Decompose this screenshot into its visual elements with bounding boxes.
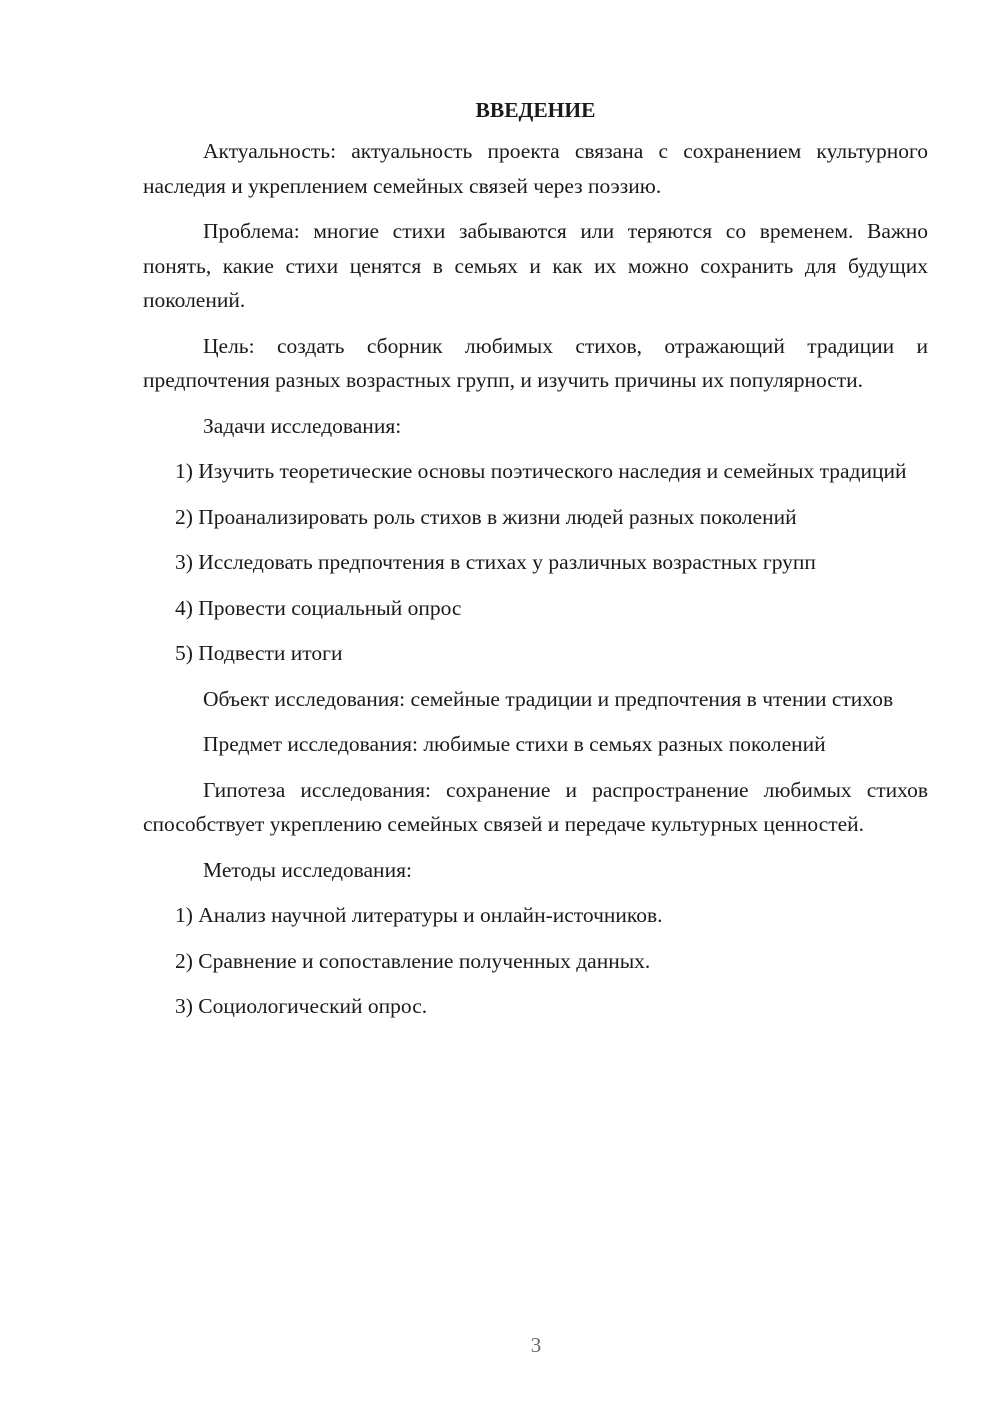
task-item: 2) Проанализировать роль стихов в жизни людей разных поколений [175, 504, 797, 529]
relevance-paragraph: Актуальность: актуальность проекта связана с сохранением культурного наследия и укреплением семейных связей через поэзию. [143, 139, 928, 198]
method-item: 2) Сравнение и сопоставление полученных данных. [175, 948, 651, 973]
page-body [143, 93, 928, 1035]
task-item: 4) Провести социальный опрос [175, 595, 462, 620]
tasks-list [143, 454, 928, 671]
subject-paragraph: Предмет исследования: любимые стихи в семьях разных поколений [203, 732, 826, 756]
task-item: 5) Подвести итоги [175, 641, 343, 665]
methods-heading: Методы исследования: [203, 857, 412, 882]
method-item: 3) Социологический опрос. [175, 994, 428, 1018]
section-title: ВВЕДЕНИЕ [475, 98, 596, 122]
problem-paragraph: Проблема: многие стихи забываются или теряются со временем. Важно понять, какие стихи ценятся в семьях и как их можно сохранить для будущих поколений. [143, 219, 928, 312]
task-item: 3) Исследовать предпочтения в стихах у различных возрастных групп [175, 550, 816, 574]
hypothesis-paragraph: Гипотеза исследования: сохранение и распространение любимых стихов способствует укреплению семейных связей и передаче культурных ценностей. [143, 777, 928, 836]
method-item: 1) Анализ научной литературы и онлайн-источников. [175, 903, 663, 927]
task-item: 1) Изучить теоретические основы поэтического наследия и семейных традиций [175, 459, 907, 483]
object-paragraph: Объект исследования: семейные традиции и предпочтения в чтении стихов [203, 686, 894, 711]
tasks-heading: Задачи исследования: [203, 413, 402, 438]
methods-list [143, 898, 928, 1024]
page-number: 3 [530, 1333, 542, 1357]
goal-paragraph: Цель: создать сборник любимых стихов, отражающий традиции и предпочтения разных возрастных групп, и изучить причины их популярности. [143, 333, 928, 392]
